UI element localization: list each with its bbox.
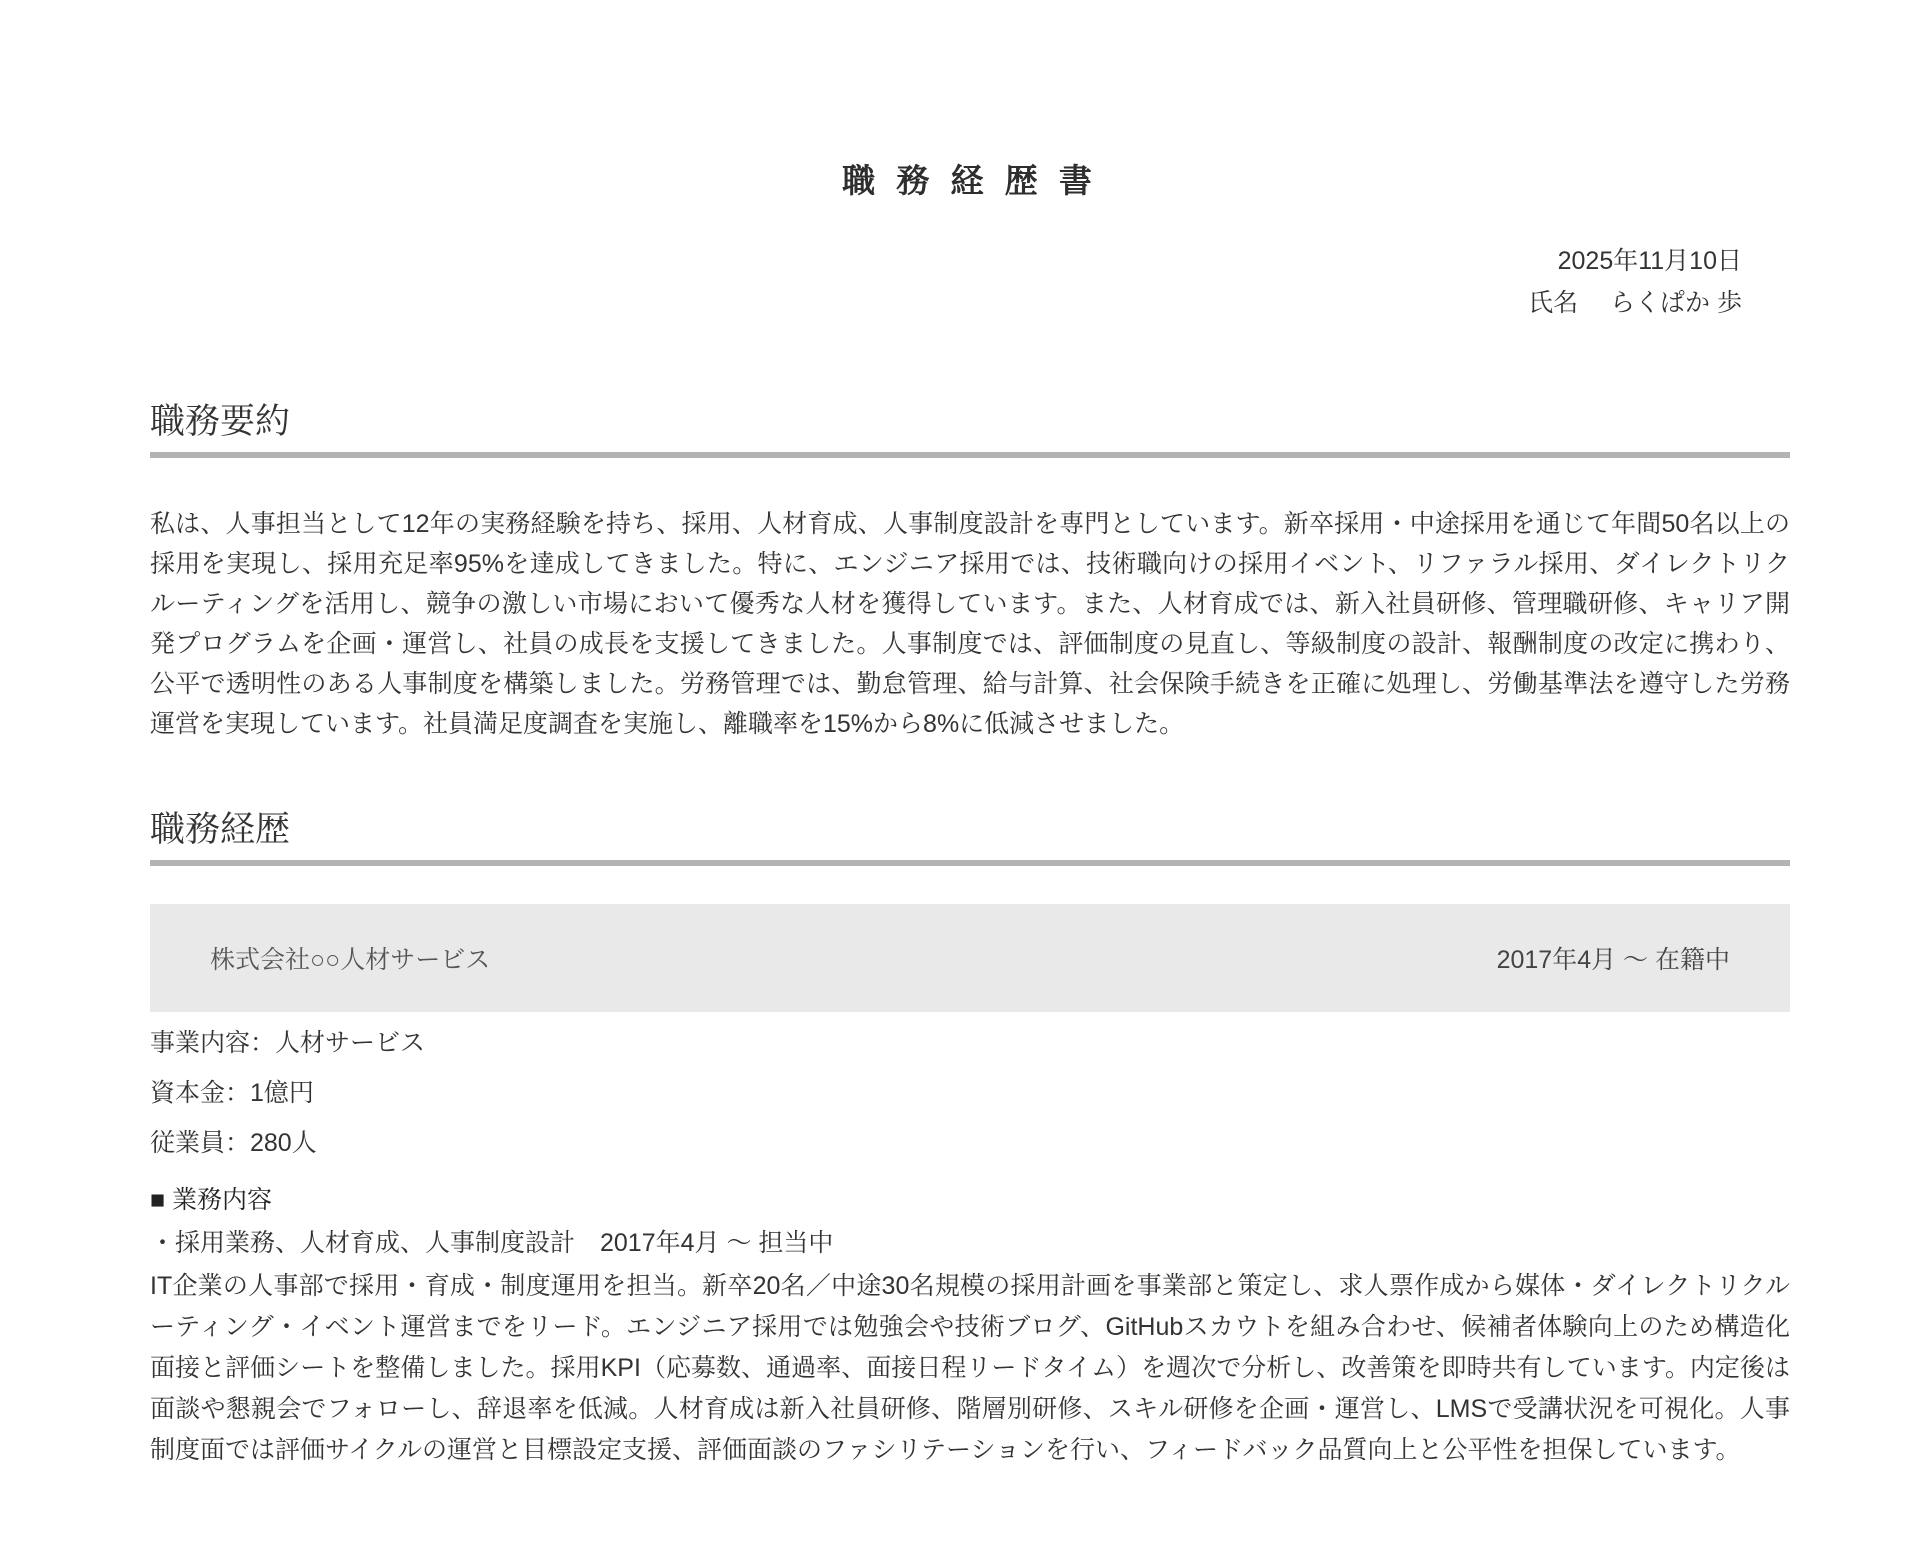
history-heading: 職務経歴: [150, 802, 1790, 866]
company-period: 2017年4月 ～ 在籍中: [1496, 946, 1730, 974]
meta-block: [150, 240, 1790, 324]
company-name: 株式会社○○人材サービス: [210, 946, 491, 974]
summary-heading: 職務要約: [150, 394, 1790, 458]
company-bar: [150, 904, 1790, 1012]
summary-body: 私は、人事担当として12年の実務経験を持ち、採用、人材育成、人事制度設計を専門としています。新卒採用・中途採用を通じて年間50名以上の採用を実現し、採用充足率95%を達成してきました。特に、エンジニア採用では、技術職向けの採用イベント、リファラル採用、ダイレクトリクルーティングを活用し、競争の激しい市場において優秀な人材を獲得しています。また、人材育成では、新入社員研修、管理職研修、キャリア開発プログラムを企画・運営し、社員の成長を支援してきました。人事制度では、評価制度の見直し、等級制度の設計、報酬制度の改定に携わり、公平で透明性のある人事制度を構築しました。労務管理では、勤怠管理、給与計算、社会保険手続きを正確に処理し、労働基準法を遵守した労務運営を実現しています。社員満足度調査を実施し、離職率を15%から8%に低減させました。: [150, 510, 1790, 738]
company-business-line: 事業内容：人材サービス: [150, 1029, 426, 1057]
resume-page: [150, 0, 1790, 1471]
duties-description: IT企業の人事部で採用・育成・制度運用を担当。新卒20名／中途30名規模の採用計画を事業部と策定し、求人票作成から媒体・ダイレクトリクルーティング・イベント運営までをリード。エンジニア採用では勉強会や技術ブログ、GitHubスカウトを組み合わせ、候補者体験向上のため構造化面接と評価シートを整備しました。採用KPI（応募数、通過率、面接日程リードタイム）を週次で分析し、改善策を即時共有しています。内定後は面談や懇親会でフォローし、辞退率を低減。人材育成は新入社員研修、階層別研修、スキル研修を企画・運営し、LMSで受講状況を可視化。人事制度面では評価サイクルの運営と目標設定支援、評価面談のファシリテーションを行い、フィードバック品質向上と公平性を担保しています。: [150, 1272, 1790, 1464]
history-section: [150, 802, 1790, 1471]
company-details: [150, 1018, 1790, 1168]
duties-heading: ■ 業務内容: [150, 1186, 273, 1214]
summary-section: [150, 394, 1790, 744]
company-capital-line: 資本金：1億円: [150, 1079, 314, 1107]
document-title: 職 務 経 歴 書: [842, 162, 1098, 199]
company-employees-line: 従業員：280人: [150, 1129, 317, 1157]
document-date: 2025年11月10日: [1557, 247, 1742, 275]
duties-role-line: ・採用業務、人材育成、人事制度設計 2017年4月 ～ 担当中: [150, 1229, 834, 1257]
applicant-name: 氏名 らくぱか 歩: [1528, 289, 1742, 317]
